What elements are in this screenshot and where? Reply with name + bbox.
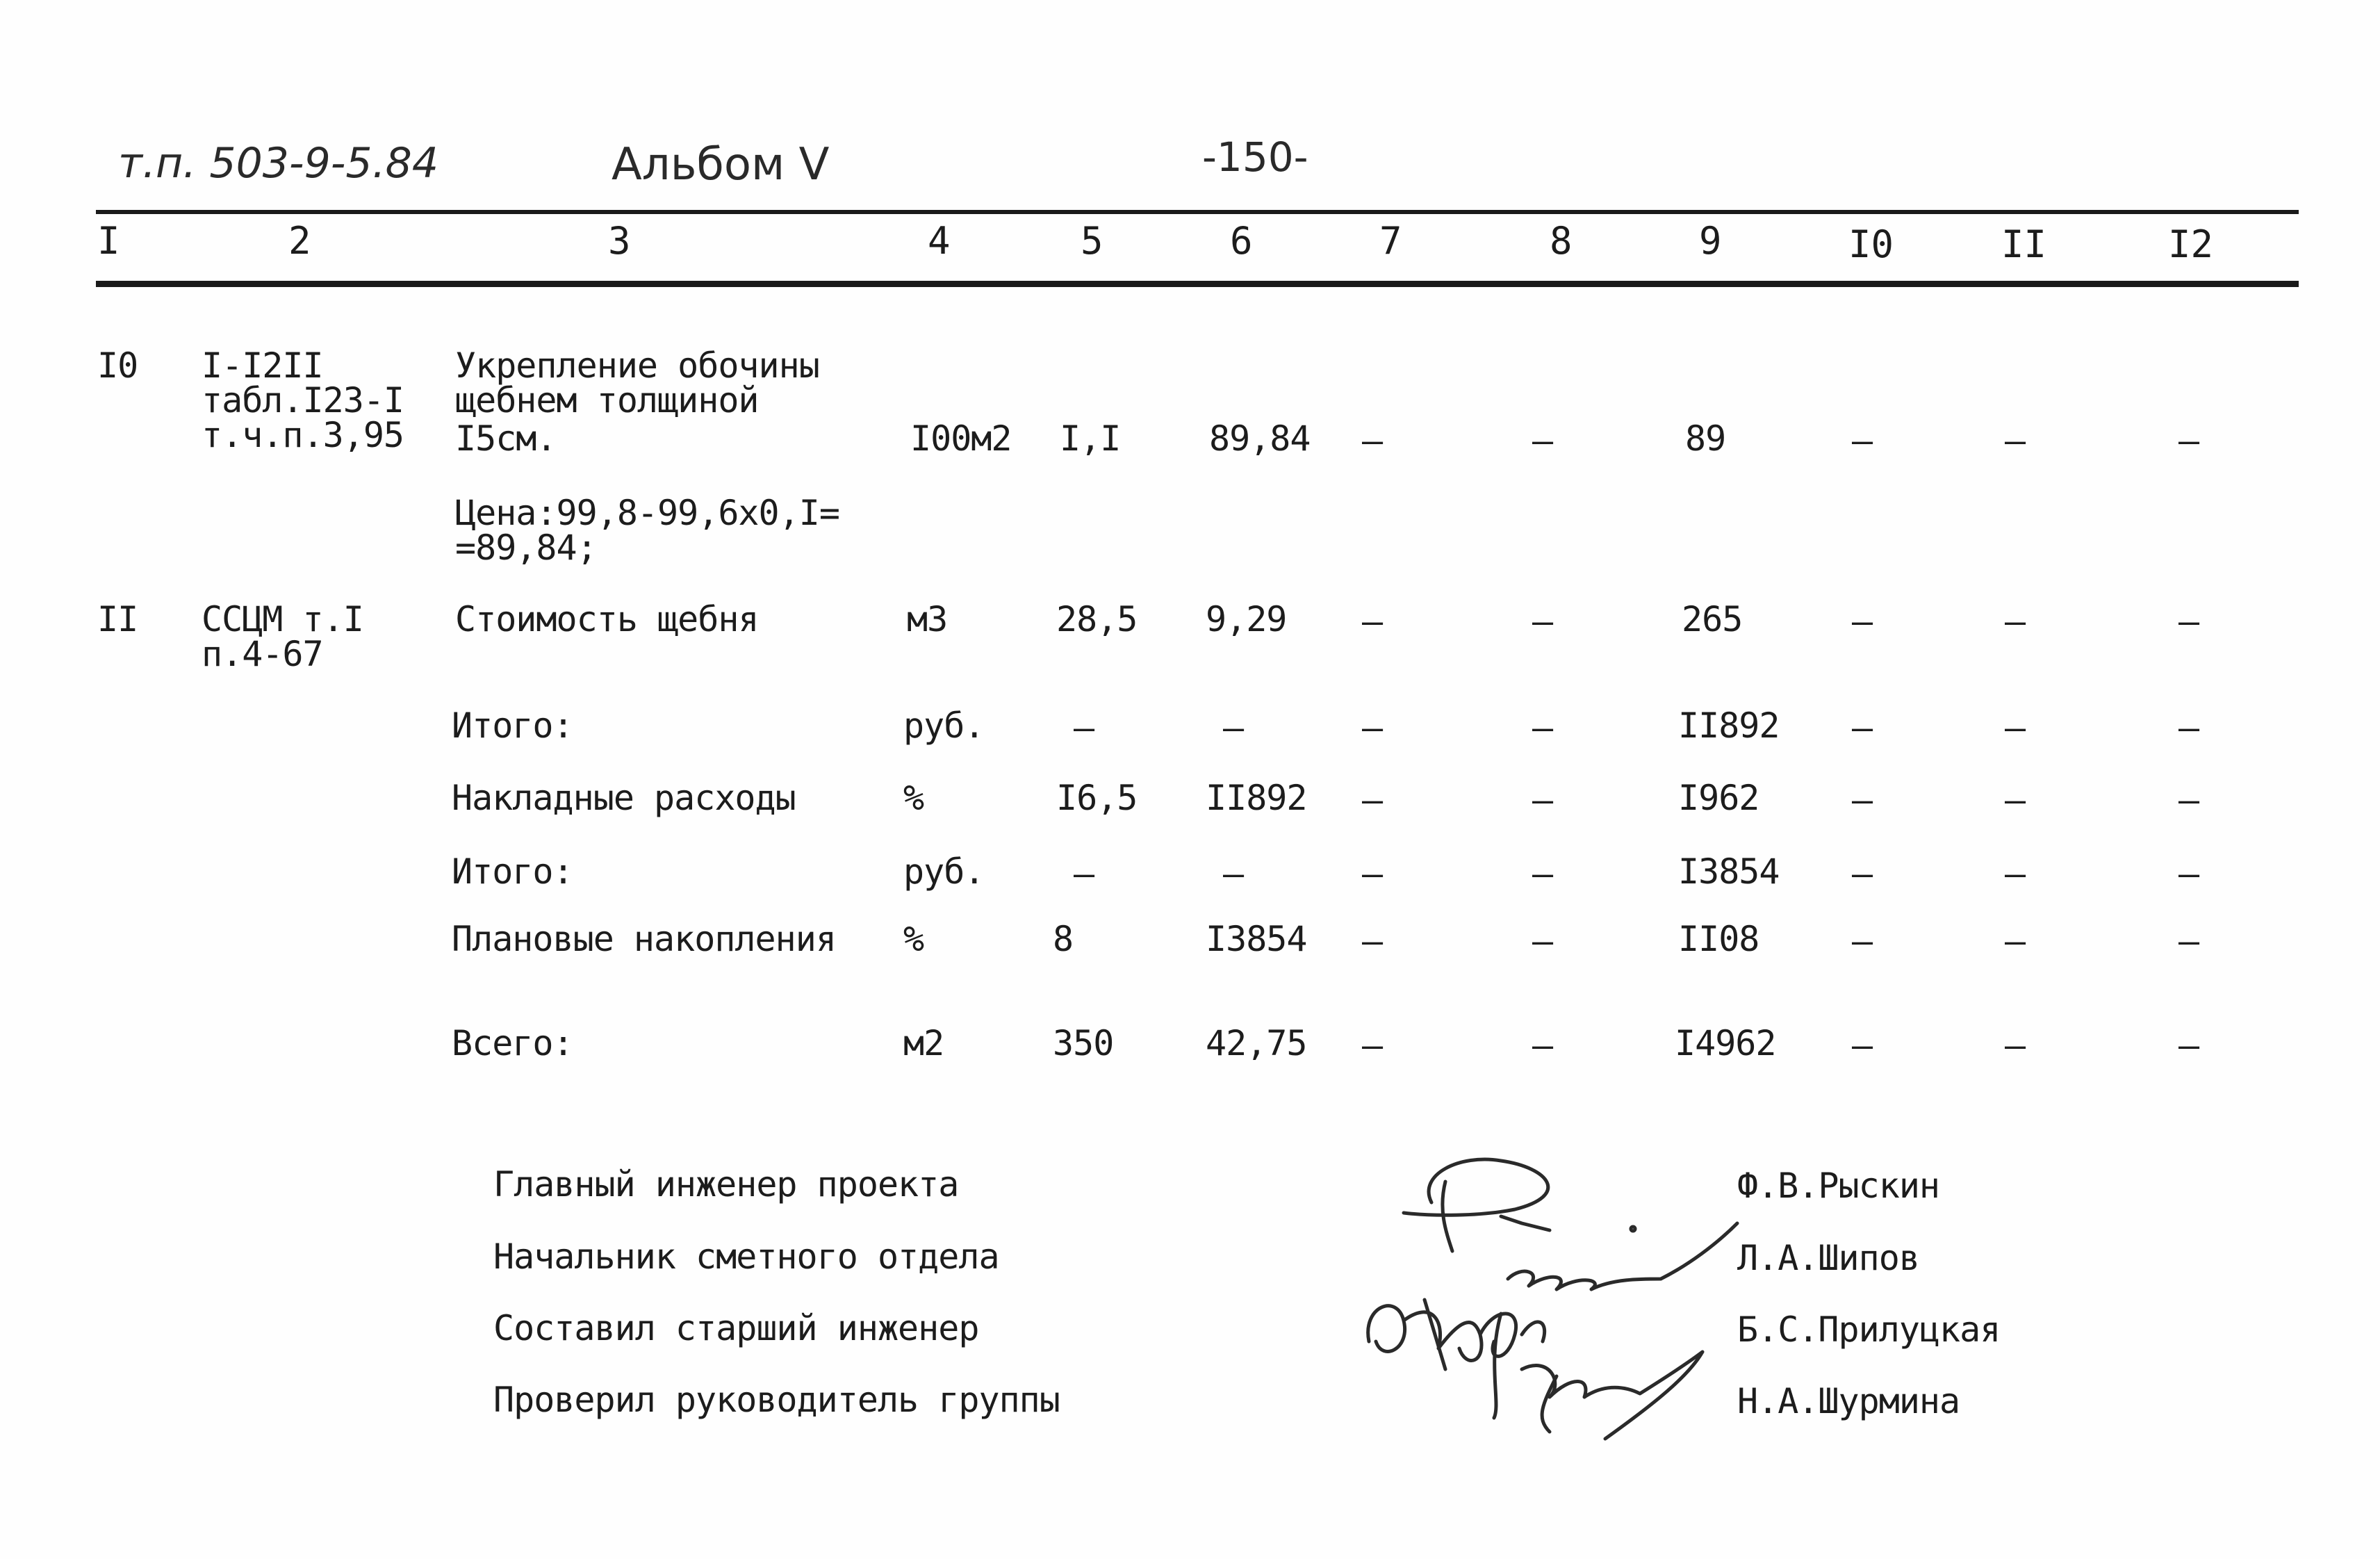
row-c12: – xyxy=(2178,601,2200,642)
signatory-role: Главный инженер проекта xyxy=(493,1164,959,1205)
row-c9: 89 xyxy=(1685,418,1726,459)
row-note-line: Цена:99,8-99,6х0,I= xyxy=(455,493,839,533)
row-c10: – xyxy=(1852,421,1873,461)
col-header-6: 6 xyxy=(1230,219,1253,263)
row-unit: I00м2 xyxy=(910,418,1012,459)
summary-c12: – xyxy=(2178,780,2200,820)
summary-c12: – xyxy=(2178,921,2200,961)
summary-c11: – xyxy=(2005,921,2026,961)
col-header-8: 8 xyxy=(1550,219,1573,263)
row-c10: – xyxy=(1852,601,1873,642)
summary-c10: – xyxy=(1852,780,1873,820)
row-ref-line: п.4-67 xyxy=(202,634,323,674)
summary-c9: II892 xyxy=(1678,705,1780,746)
col-header-7: 7 xyxy=(1379,219,1402,263)
row-desc-line: I5см. xyxy=(455,418,557,459)
row-note-line: =89,84; xyxy=(455,528,597,568)
summary-c11: – xyxy=(2005,1025,2026,1066)
row-desc-line: щебнем толщиной xyxy=(455,380,759,421)
summary-label: Итого: xyxy=(452,851,573,892)
summary-c12: – xyxy=(2178,708,2200,748)
summary-c8: – xyxy=(1532,921,1554,961)
summary-unit: руб. xyxy=(903,851,985,892)
summary-c11: – xyxy=(2005,854,2026,894)
summary-unit: руб. xyxy=(903,705,985,746)
col-header-3: 3 xyxy=(608,219,631,263)
signatory-name: Б.С.Прилуцкая xyxy=(1737,1309,2001,1350)
summary-c11: – xyxy=(2005,708,2026,748)
col-header-9: 9 xyxy=(1699,219,1722,263)
row-desc-line: Укрепление обочины xyxy=(455,345,819,386)
signatory-name: Ф.В.Рыскин xyxy=(1737,1166,1940,1206)
summary-price: I3854 xyxy=(1206,919,1307,959)
summary-c9: II08 xyxy=(1678,919,1759,959)
row-c12: – xyxy=(2178,421,2200,461)
row-qty: 28,5 xyxy=(1056,599,1138,639)
summary-unit: м2 xyxy=(903,1023,944,1063)
col-header-4: 4 xyxy=(928,219,951,263)
signatory-role: Составил старший инженер xyxy=(493,1308,979,1348)
row-number: I0 xyxy=(97,345,138,386)
row-c7: – xyxy=(1362,421,1384,461)
summary-c7: – xyxy=(1362,780,1384,820)
col-header-11: II xyxy=(2001,222,2047,266)
col-header-10: I0 xyxy=(1848,222,1894,266)
summary-label: Всего: xyxy=(452,1023,573,1063)
summary-price: – xyxy=(1223,854,1245,894)
page-number: -150- xyxy=(1202,133,1308,181)
col-header-1: I xyxy=(97,219,120,263)
summary-qty: – xyxy=(1074,854,1095,894)
summary-c7: – xyxy=(1362,708,1384,748)
row-c11: – xyxy=(2005,421,2026,461)
summary-c8: – xyxy=(1532,780,1554,820)
summary-c7: – xyxy=(1362,921,1384,961)
row-ref-line: ССЦМ т.I xyxy=(202,599,363,639)
summary-c7: – xyxy=(1362,854,1384,894)
row-unit: м3 xyxy=(907,599,948,639)
project-code: т.п. 503-9-5.84 xyxy=(118,139,438,188)
header-bottom-rule xyxy=(96,281,2299,287)
row-c7: – xyxy=(1362,601,1384,642)
signatory-role: Проверил руководитель группы xyxy=(493,1380,1060,1420)
summary-c11: – xyxy=(2005,780,2026,820)
summary-price: 42,75 xyxy=(1206,1023,1307,1063)
row-desc-line: Стоимость щебня xyxy=(455,599,759,639)
summary-qty: I6,5 xyxy=(1056,778,1138,818)
summary-qty: – xyxy=(1074,708,1095,748)
summary-label: Итого: xyxy=(452,705,573,746)
row-number: II xyxy=(97,599,138,639)
row-ref-line: табл.I23-I xyxy=(202,380,404,421)
summary-unit: % xyxy=(903,778,924,818)
row-qty: I,I xyxy=(1060,418,1121,459)
summary-price: II892 xyxy=(1206,778,1307,818)
col-header-5: 5 xyxy=(1081,219,1103,263)
col-header-2: 2 xyxy=(288,219,311,263)
summary-c8: – xyxy=(1532,1025,1554,1066)
summary-unit: % xyxy=(903,919,924,959)
signatory-role: Начальник сметного отдела xyxy=(493,1236,999,1277)
row-ref-line: I-I2II xyxy=(202,345,323,386)
summary-c10: – xyxy=(1852,921,1873,961)
row-price: 89,84 xyxy=(1209,418,1311,459)
row-ref-line: т.ч.п.3,95 xyxy=(202,415,404,455)
summary-qty: 350 xyxy=(1053,1023,1114,1063)
summary-c10: – xyxy=(1852,1025,1873,1066)
summary-price: – xyxy=(1223,708,1245,748)
signature-scribble xyxy=(1341,1140,1772,1453)
col-header-12: I2 xyxy=(2168,222,2214,266)
row-c11: – xyxy=(2005,601,2026,642)
summary-c8: – xyxy=(1532,854,1554,894)
summary-label: Накладные расходы xyxy=(452,778,796,818)
summary-c10: – xyxy=(1852,708,1873,748)
row-c9: 265 xyxy=(1682,599,1743,639)
summary-label: Плановые накопления xyxy=(452,919,836,959)
summary-c9: I962 xyxy=(1678,778,1759,818)
header-top-rule xyxy=(96,210,2299,214)
album-label: Альбом V xyxy=(612,139,830,190)
summary-c8: – xyxy=(1532,708,1554,748)
summary-qty: 8 xyxy=(1053,919,1074,959)
summary-c12: – xyxy=(2178,1025,2200,1066)
summary-c7: – xyxy=(1362,1025,1384,1066)
summary-c9: I3854 xyxy=(1678,851,1780,892)
summary-c10: – xyxy=(1852,854,1873,894)
summary-c12: – xyxy=(2178,854,2200,894)
row-c8: – xyxy=(1532,601,1554,642)
signatory-name: Л.А.Шипов xyxy=(1737,1238,1919,1278)
row-price: 9,29 xyxy=(1206,599,1287,639)
summary-c9: I4962 xyxy=(1675,1023,1776,1063)
row-c8: – xyxy=(1532,421,1554,461)
signatory-name: Н.А.Шурмина xyxy=(1737,1381,1960,1421)
